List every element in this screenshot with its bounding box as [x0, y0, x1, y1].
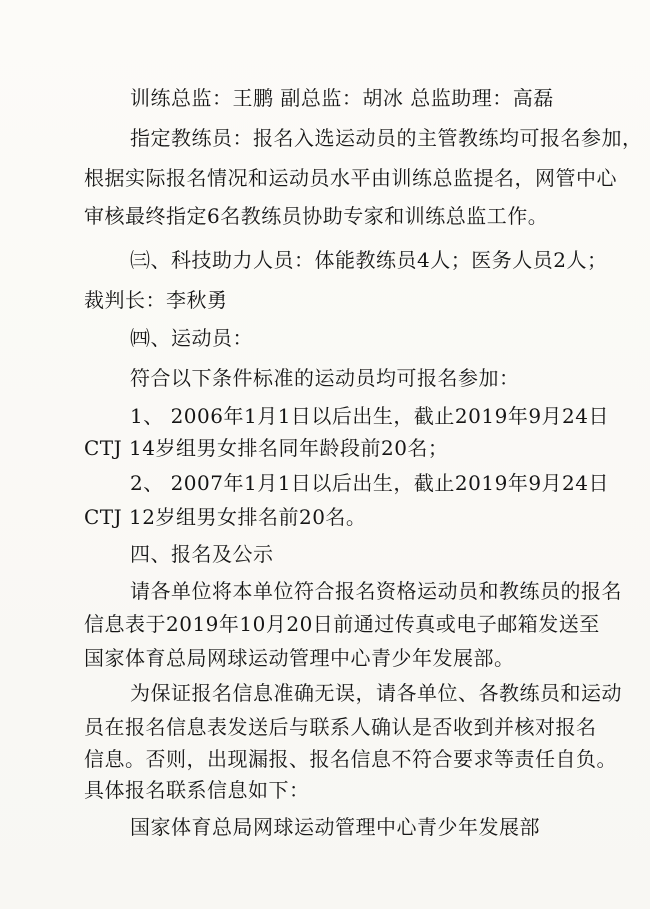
registration-paragraph-line-2: 信息表于2019年10月20日前通过传真或电子邮箱发送至: [84, 612, 600, 636]
coach-paragraph-line-2: 根据实际报名情况和运动员水平由训练总监提名，网管中心: [84, 166, 617, 190]
tech-support-line: ㈢、科技助力人员：体能教练员4人；医务人员2人；: [130, 248, 608, 272]
contact-organization-line: 国家体育总局网球运动管理中心青少年发展部: [130, 815, 540, 839]
criterion-1-line-2: CTJ 14岁组男女排名同年龄段前20名；: [84, 436, 449, 460]
verification-paragraph-line-3: 信息。否则，出现漏报、报名信息不符合要求等责任自负。: [84, 747, 617, 771]
registration-paragraph-line-3: 国家体育总局网球运动管理中心青少年发展部。: [84, 646, 515, 670]
section-registration-heading: 四、报名及公示: [130, 542, 274, 566]
coach-paragraph-line-1: 指定教练员：报名入选运动员的主管教练均可报名参加，: [130, 126, 643, 150]
athletes-heading: ㈣、运动员：: [130, 326, 253, 350]
chief-referee-line: 裁判长：李秋勇: [84, 288, 228, 312]
verification-paragraph-line-4: 具体报名联系信息如下：: [84, 778, 310, 802]
staff-directors-line: 训练总监：王鹏 副总监：胡冰 总监助理：高磊: [130, 86, 554, 110]
registration-paragraph-line-1: 请各单位将本单位符合报名资格运动员和教练员的报名: [130, 579, 622, 603]
coach-paragraph-line-3: 审核最终指定6名教练员协助专家和训练总监工作。: [84, 204, 549, 228]
criterion-2-line-2: CTJ 12岁组男女排名前20名。: [84, 505, 367, 529]
criterion-1-line-1: 1、 2006年1月1日以后出生，截止2019年9月24日: [130, 404, 610, 428]
verification-paragraph-line-1: 为保证报名信息准确无误，请各单位、各教练员和运动: [130, 681, 622, 705]
criterion-2-line-1: 2、 2007年1月1日以后出生，截止2019年9月24日: [130, 471, 610, 495]
verification-paragraph-line-2: 员在报名信息表发送后与联系人确认是否收到并核对报名: [84, 715, 597, 739]
athletes-criteria-intro: 符合以下条件标准的运动员均可报名参加：: [130, 366, 520, 390]
